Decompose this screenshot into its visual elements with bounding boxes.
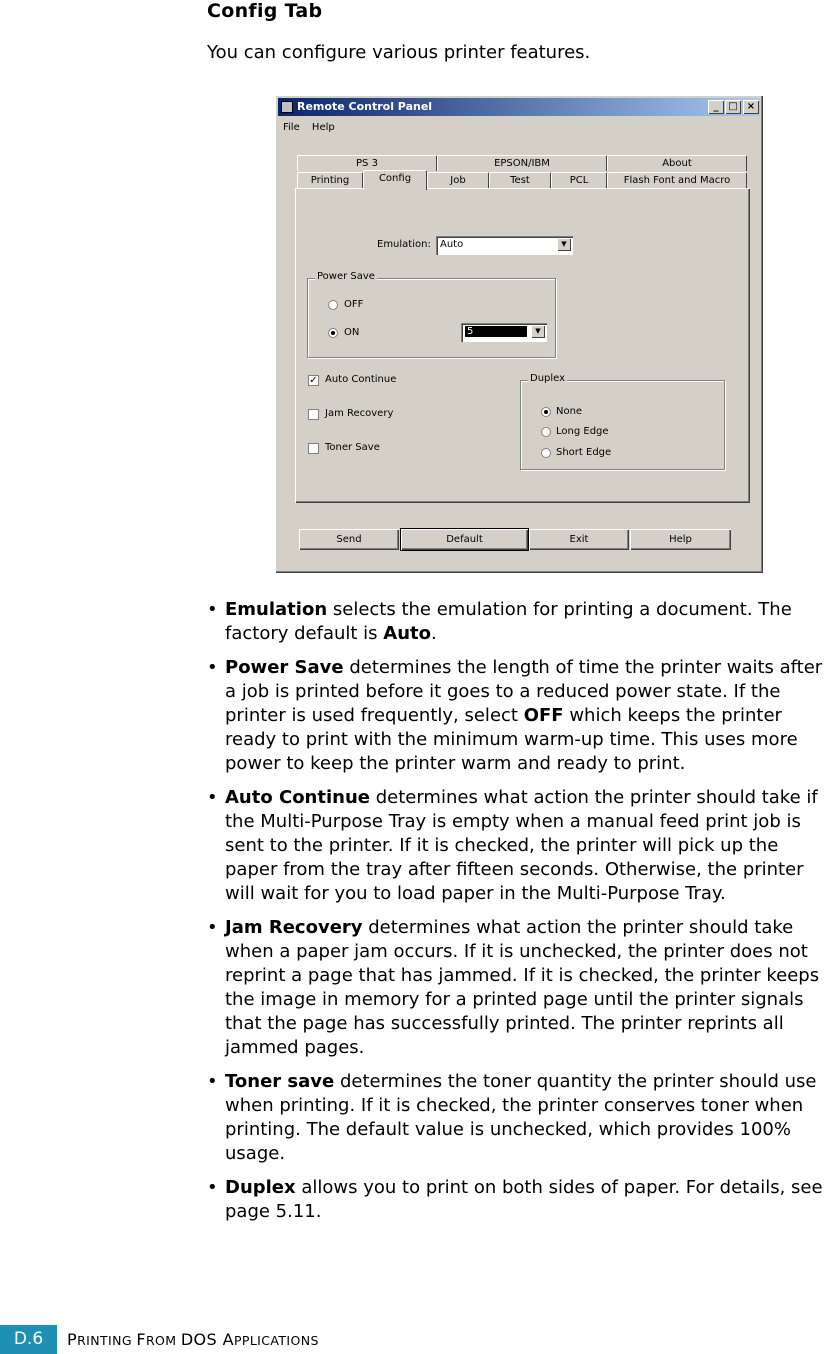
power-save-group	[307, 271, 556, 358]
tab-config[interactable]: Config	[363, 170, 427, 190]
bullet-marker: •	[207, 917, 218, 938]
window-title: Remote Control Panel	[297, 100, 433, 113]
bullet-marker: •	[207, 787, 218, 808]
bullet-term: Auto Continue	[225, 787, 370, 808]
duplex-long-edge-radio[interactable]	[541, 427, 551, 437]
bullet-term: Power Save	[225, 657, 344, 678]
toner-save-label: Toner Save	[325, 442, 380, 453]
power-save-timeout-select[interactable]	[461, 323, 547, 342]
section-heading: Config Tab	[207, 0, 323, 22]
maximize-button[interactable]: □	[725, 100, 741, 114]
toner-save-checkbox[interactable]	[308, 443, 319, 454]
bullet-marker: •	[207, 1071, 218, 1092]
printer-icon	[281, 101, 293, 113]
tab-ps3[interactable]: PS 3	[297, 155, 437, 171]
chevron-down-icon[interactable]: ▼	[531, 325, 545, 338]
power-save-off-radio[interactable]	[328, 300, 338, 310]
bullet-marker: •	[207, 599, 218, 620]
tab-flash-font-macro[interactable]: Flash Font and Macro	[607, 172, 747, 188]
power-save-on-radio[interactable]	[328, 328, 338, 338]
bullet-term: Jam Recovery	[225, 917, 363, 938]
bullet-toner-save: • Toner save determines the toner quantity the printer should use when printing. If it is checked, the printer conserves toner when printing. The default value is unchecked, which provides 100% usage.	[207, 1071, 817, 1164]
intro-text: You can configure various printer features.	[207, 42, 591, 63]
tab-test[interactable]: Test	[489, 172, 551, 188]
emulation-label: Emulation:	[377, 239, 431, 250]
tab-printing[interactable]: Printing	[297, 172, 363, 188]
duplex-none-radio[interactable]	[541, 407, 551, 417]
minimize-button[interactable]: _	[708, 100, 724, 114]
bullet-auto-continue: • Auto Continue determines what action the printer should take if the Multi-Purpose Tray is empty when a manual feed print job is sent to the printer. If it is checked, the printer will pick up the paper from the tray after fifteen seconds. Otherwise, the printer will wait for you to load paper in the Multi-Purpose Tray.	[207, 787, 818, 904]
bullet-power-save: • Power Save determines the length of time the printer waits after a job is printed before it goes to a reduced power state. If the printer is used frequently, select OFF which keeps the printer ready to print with the minimum warm-up time. This uses more power to keep the printer warm and ready to print.	[207, 657, 823, 774]
emulation-select[interactable]	[436, 236, 573, 255]
page-number: D.6	[0, 1325, 57, 1354]
duplex-none-label: None	[556, 406, 583, 417]
emulation-value: Auto	[440, 239, 464, 250]
help-button[interactable]: Help	[630, 529, 731, 550]
default-button[interactable]: Default	[401, 529, 528, 550]
power-save-timeout-value: 5	[465, 326, 527, 337]
bullet-jam-recovery: • Jam Recovery determines what action the printer should take when a paper jam occurs. If it is unchecked, the printer does not reprint a page that has jammed. If it is checked, the printer keeps the image in memory for a printed page until the printer signals that the page has successfully printed. The printer reprints all jammed pages.	[207, 917, 820, 1058]
duplex-group	[520, 373, 725, 470]
bullet-emulation: • Emulation selects the emulation for printing a document. The factory default is Auto.	[207, 599, 792, 644]
auto-continue-label: Auto Continue	[325, 374, 397, 385]
menu-help[interactable]: Help	[311, 122, 335, 133]
bullet-marker: •	[207, 657, 218, 678]
auto-continue-checkbox[interactable]: ✓	[309, 375, 318, 386]
send-button[interactable]: Send	[299, 529, 399, 550]
bullet-marker: •	[207, 1177, 218, 1198]
chevron-down-icon[interactable]: ▼	[557, 238, 571, 251]
menu-bar	[283, 122, 344, 133]
duplex-long-edge-label: Long Edge	[556, 426, 609, 437]
duplex-short-edge-label: Short Edge	[556, 447, 612, 458]
exit-button[interactable]: Exit	[529, 529, 629, 550]
duplex-short-edge-radio[interactable]	[541, 448, 551, 458]
option-descriptions	[207, 598, 833, 1234]
tab-job[interactable]: Job	[427, 172, 489, 188]
jam-recovery-label: Jam Recovery	[325, 408, 394, 419]
menu-file[interactable]: File	[283, 122, 300, 133]
close-button[interactable]: ×	[743, 100, 759, 114]
power-save-on-label: ON	[344, 327, 360, 338]
title-bar	[278, 98, 760, 116]
bullet-duplex: • Duplex allows you to print on both sides of paper. For details, see page 5.11.	[207, 1177, 823, 1222]
tab-epson-ibm[interactable]: EPSON/IBM	[437, 155, 607, 171]
tab-about[interactable]: About	[607, 155, 747, 171]
bullet-term: Emulation	[225, 599, 328, 620]
bullet-term: Toner save	[225, 1071, 335, 1092]
tab-pcl[interactable]: PCL	[551, 172, 607, 188]
footer-title: PRINTING FROM DOS APPLICATIONS	[67, 1330, 319, 1349]
jam-recovery-checkbox[interactable]	[308, 409, 319, 420]
power-save-off-label: OFF	[344, 299, 364, 310]
bullet-term: Duplex	[225, 1177, 296, 1198]
config-tab-panel	[295, 188, 750, 503]
duplex-title: Duplex	[530, 373, 566, 384]
power-save-title: Power Save	[317, 271, 375, 282]
remote-control-panel-window	[275, 95, 763, 573]
